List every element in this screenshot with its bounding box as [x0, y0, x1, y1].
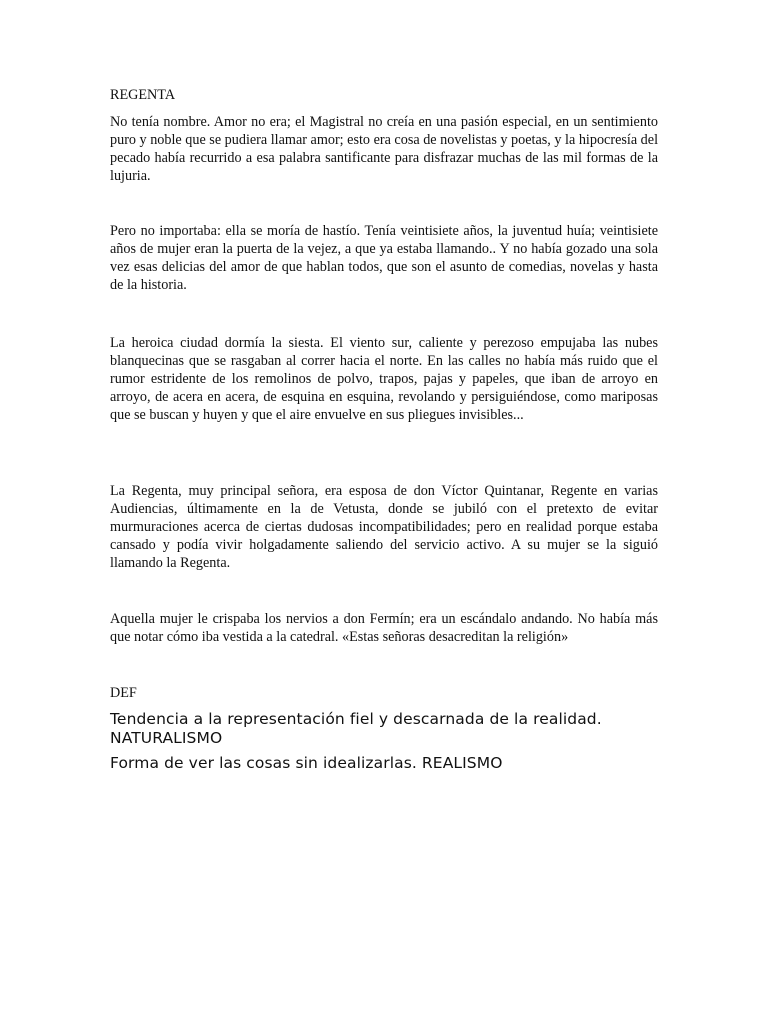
document-page [110, 86, 658, 773]
heading-def: DEF [110, 685, 137, 701]
paragraph-4: La Regenta, muy principal señora, era esposa de don Víctor Quintanar, Regente en varias Audiencias, últimamente en la de Vetusta, donde se jubiló con el pretexto de evitar murmuraciones acerca de ciertas dudosas incompatibilidades; pero en realidad porque estaba cansado y podía vivir holgadamente saliendo del servicio activo. A su mujer se la siguió llamando la Regenta. [110, 483, 658, 571]
paragraph-1: No tenía nombre. Amor no era; el Magistral no creía en una pasión especial, en un sentimiento puro y noble que se pudiera llamar amor; esto era cosa de novelistas y poetas, y la hipocresía del pecado había recurrido a esa palabra santificante para disfrazar muchas de las mil formas de la lujuria. [110, 114, 659, 184]
paragraph-2: Pero no importaba: ella se moría de hastío. Tenía veintisiete años, la juventud huía; veintisiete años de mujer eran la puerta de la vejez, a que ya estaba llamando.. Y no había gozado una sola vez esas delicias del amor de que hablan todos, que son el asunto de comedias, novelas y hasta de la historia. [110, 223, 658, 293]
definition-realismo: Forma de ver las cosas sin idealizarlas. REALISMO [110, 754, 503, 772]
heading-regenta: REGENTA [110, 87, 176, 103]
paragraph-3: La heroica ciudad dormía la siesta. El viento sur, caliente y perezoso empujaba las nubes blanquecinas que se rasgaban al correr hacia el norte. En las calles no había más ruido que el rumor estridente de los remolinos de polvo, trapos, pajas y papeles, que iban de arroyo en arroyo, de acera en acera, de esquina en esquina, revolando y persiguiéndose, como mariposas que se buscan y huyen y que el aire envuelve en sus pliegues invisibles... [110, 335, 658, 423]
definition-naturalismo: Tendencia a la representación fiel y descarnada de la realidad. NATURALISMO [110, 710, 602, 747]
paragraph-5: Aquella mujer le crispaba los nervios a don Fermín; era un escándalo andando. No había más que notar cómo iba vestida a la catedral. «Estas señoras desacreditan la religión» [110, 611, 658, 645]
